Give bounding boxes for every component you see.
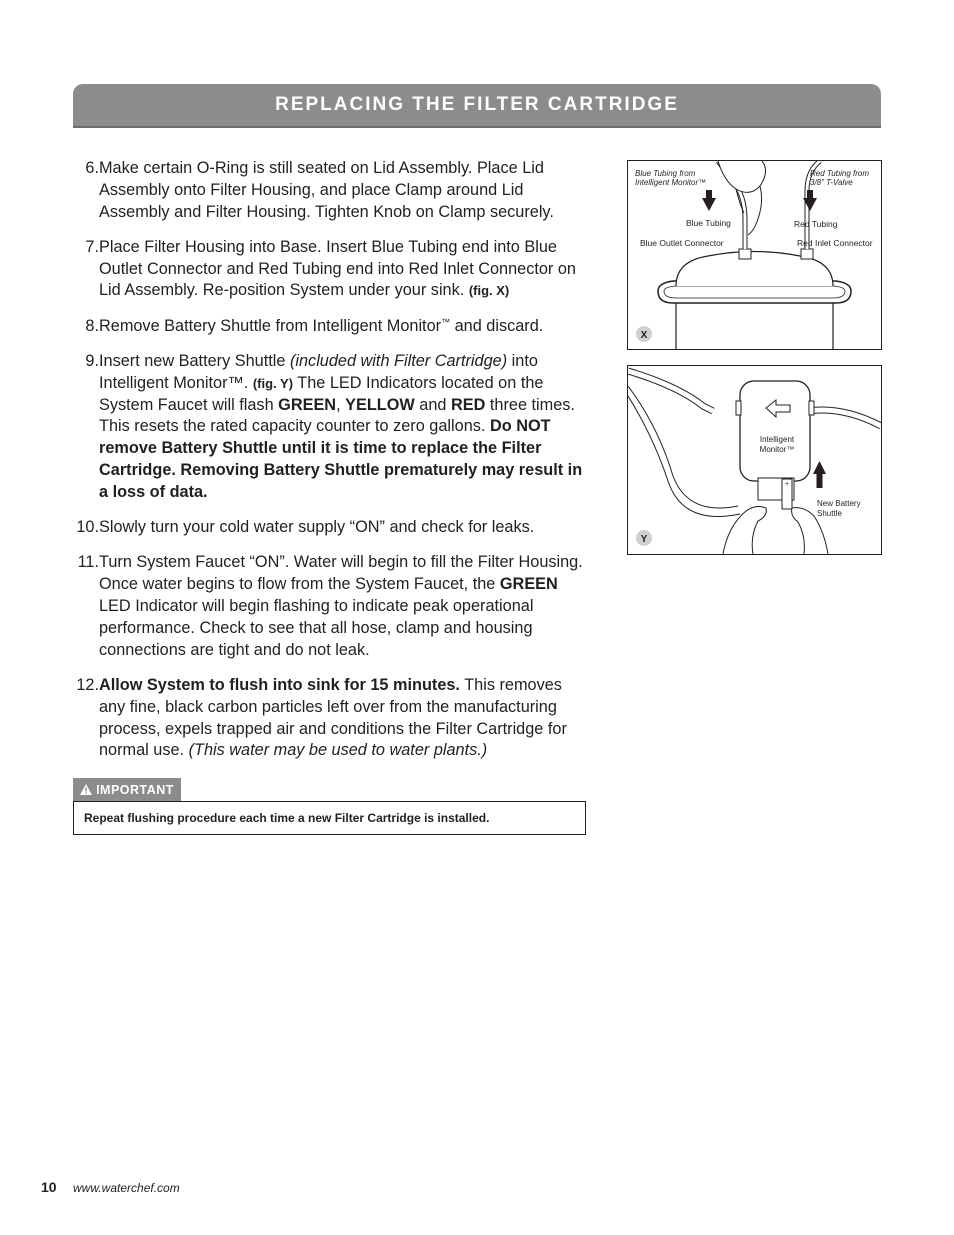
important-box	[73, 801, 586, 835]
page-title: REPLACING THE FILTER CARTRIDGE	[275, 94, 679, 115]
step-number: 11.	[77, 553, 99, 572]
label-monitor: Intelligent	[759, 435, 795, 444]
step-text: This removes any fine, black carbon particles left over from the manufacturing process, expels trapped air and conditions the Filter Cartridge for normal use.	[99, 675, 567, 760]
figure-letter: X	[640, 330, 648, 341]
step-text: Slowly turn your cold water supply “ON” and check for leaks.	[99, 518, 535, 537]
step-text-d: three times. This resets the rated capacity counter to zero gallons.	[99, 395, 575, 436]
important-title: IMPORTANT	[96, 782, 174, 797]
label-battery-2: Shuttle	[817, 509, 842, 518]
label-red-from-2: 3/8" T-Valve	[810, 178, 853, 187]
step-11	[73, 552, 585, 661]
step-number: 12.	[76, 675, 99, 694]
figure-letter: Y	[640, 534, 648, 545]
label-red-inlet: Red Inlet Connector	[797, 238, 873, 248]
figure-ref: (fig. Y)	[252, 375, 294, 391]
separator: and	[414, 395, 451, 414]
color-red: RED	[450, 395, 486, 414]
label-blue-from: Blue Tubing from	[635, 169, 696, 178]
step-text: Insert new Battery Shuttle	[99, 352, 290, 371]
step-text-end: and discard.	[450, 316, 544, 335]
color-yellow: YELLOW	[345, 395, 415, 414]
filter-housing-illustration	[628, 161, 881, 349]
important-label	[73, 778, 181, 801]
step-number: 8.	[85, 316, 99, 335]
step-warning: Do NOT remove Battery Shuttle until it is time to replace the Filter Cartridge. Removing Battery Shuttle prematurely may result in a loss of data.	[99, 417, 583, 501]
color-green: GREEN	[499, 575, 558, 594]
step-text: Remove Battery Shuttle from Intelligent Monitor	[99, 316, 442, 335]
step-text-b: into Intelligent Monitor™.	[99, 352, 538, 392]
step-number: 6.	[85, 159, 99, 177]
trademark: ™	[441, 316, 451, 327]
step-text-b: LED Indicator will begin flashing to indicate peak operational performance. Check to see that all hose, clamp and housing connections are tight and do not leak.	[99, 597, 534, 659]
color-green: GREEN	[278, 395, 337, 414]
monitor-illustration	[628, 366, 881, 554]
step-italic: (included with Filter Cartridge)	[289, 352, 508, 371]
step-text-c: The LED Indicators located on the System Faucet will flash	[99, 373, 544, 414]
step-text: Place Filter Housing into Base. Insert Blue Tubing end into Blue Outlet Connector and Red Tubing end into Red Inlet Connector on Lid Assembly. Re-position System under your sink.	[99, 237, 576, 300]
step-text: Turn System Faucet “ON”. Water will begin to fill the Filter Housing. Once water begins to flow from the System Faucet, the	[99, 553, 583, 594]
label-monitor-2: Monitor™	[759, 445, 795, 454]
label-blue-outlet: Blue Outlet Connector	[640, 238, 724, 248]
step-text: Make certain O-Ring is still seated on Lid Assembly. Place Lid Assembly onto Filter Housing, and place Clamp around Lid Assembly and Filter Housing. Tighten Knob on Clamp securely.	[99, 159, 554, 221]
warning-icon	[80, 784, 92, 795]
step-number: 10.	[76, 518, 99, 537]
footer-url: www.waterchef.com	[73, 1181, 180, 1195]
step-number: 9.	[85, 352, 99, 371]
important-text: Repeat flushing procedure each time a new Filter Cartridge is installed.	[84, 811, 490, 825]
step-9	[73, 351, 585, 504]
figure-x	[627, 160, 882, 350]
label-red-tubing: Red Tubing	[794, 219, 838, 229]
plus-label: +	[784, 481, 790, 488]
figure-y	[627, 365, 882, 555]
page-number: 10	[41, 1179, 57, 1195]
step-number: 7.	[85, 237, 99, 256]
step-6	[73, 158, 585, 223]
label-red-from: Red Tubing from	[810, 169, 869, 178]
step-12	[73, 675, 585, 762]
step-10	[73, 517, 585, 539]
label-blue-from-2: Intelligent Monitor™	[635, 178, 707, 187]
label-blue-tubing: Blue Tubing	[686, 218, 731, 228]
steps-list	[73, 158, 585, 776]
step-8	[73, 316, 585, 338]
step-bold: Allow System to flush into sink for 15 minutes.	[99, 675, 460, 694]
step-7	[73, 237, 585, 302]
label-battery: New Battery	[817, 499, 861, 508]
section-banner	[73, 84, 881, 128]
step-italic: (This water may be used to water plants.)	[188, 741, 488, 760]
separator: ,	[336, 395, 346, 414]
figure-ref: (fig. X)	[468, 283, 510, 299]
